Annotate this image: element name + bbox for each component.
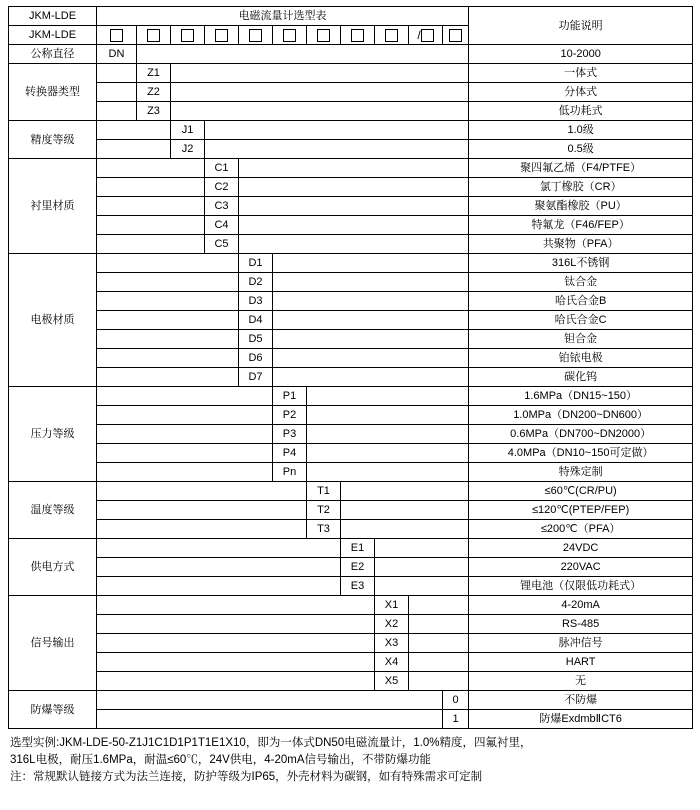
- spacer-cell: [307, 406, 469, 425]
- note-example-line1: 选型实例:JKM-LDE-50-Z1J1C1D1P1T1E1X10，即为一体式DN50电磁流量计，1.0%精度，四氟衬里，: [10, 737, 532, 749]
- code-x5: X5: [375, 672, 409, 691]
- row-label-explosion-proof: 防爆等级: [9, 691, 97, 729]
- desc-p3: 0.6MPa（DN700~DN2000）: [469, 425, 693, 444]
- row-label-electrode-material: 电极材质: [9, 254, 97, 387]
- spacer-cell: [171, 102, 469, 121]
- code-d3: D3: [239, 292, 273, 311]
- box-cell-3[interactable]: [171, 26, 205, 45]
- spacer-cell: [375, 539, 469, 558]
- desc-d4: 哈氏合金C: [469, 311, 693, 330]
- spacer-cell: [97, 254, 239, 273]
- code-z3: Z3: [137, 102, 171, 121]
- spacer-cell: [97, 216, 205, 235]
- table-row: [9, 615, 693, 634]
- spacer-cell: [341, 482, 469, 501]
- desc-p2: 1.0MPa（DN200~DN600）: [469, 406, 693, 425]
- spacer-cell: [97, 159, 205, 178]
- desc-p1: 1.6MPa（DN15~150）: [469, 387, 693, 406]
- code-c4: C4: [205, 216, 239, 235]
- spacer-cell: [171, 83, 469, 102]
- desc-z1: 一体式: [469, 64, 693, 83]
- desc-x4: HART: [469, 653, 693, 672]
- spacer-cell: [273, 368, 469, 387]
- table-row: [9, 444, 693, 463]
- table-row: [9, 425, 693, 444]
- table-row: [9, 216, 693, 235]
- desc-c2: 氯丁橡胶（CR）: [469, 178, 693, 197]
- desc-j1: 1.0级: [469, 121, 693, 140]
- desc-d3: 哈氏合金B: [469, 292, 693, 311]
- spacer-cell: [137, 45, 469, 64]
- spacer-cell: [239, 216, 469, 235]
- spacer-cell: [97, 330, 239, 349]
- spacer-cell: [97, 672, 375, 691]
- table-row: [9, 178, 693, 197]
- code-c2: C2: [205, 178, 239, 197]
- checkbox-icon[interactable]: [147, 29, 160, 42]
- spacer-cell: [97, 558, 341, 577]
- code-t2: T2: [307, 501, 341, 520]
- row-label-power-supply: 供电方式: [9, 539, 97, 596]
- code-p3: P3: [273, 425, 307, 444]
- desc-x1: 4-20mA: [469, 596, 693, 615]
- desc-e2: 220VAC: [469, 558, 693, 577]
- table-title-cell: [97, 7, 469, 26]
- table-row: [9, 235, 693, 254]
- box-cell-4[interactable]: [205, 26, 239, 45]
- spacer-cell: [273, 311, 469, 330]
- desc-x3: 脉冲信号: [469, 634, 693, 653]
- checkbox-icon[interactable]: [317, 29, 330, 42]
- selection-table: [8, 6, 693, 729]
- spacer-cell: [97, 311, 239, 330]
- code-c1: C1: [205, 159, 239, 178]
- spacer-cell: [97, 349, 239, 368]
- spacer-cell: [273, 292, 469, 311]
- table-row: [9, 672, 693, 691]
- checkbox-icon[interactable]: [215, 29, 228, 42]
- table-row: [9, 64, 693, 83]
- table-row: [9, 653, 693, 672]
- desc-d6: 铂铱电极: [469, 349, 693, 368]
- code-x4: X4: [375, 653, 409, 672]
- spacer-cell: [97, 368, 239, 387]
- table-row: [9, 197, 693, 216]
- row-label-accuracy-class: 精度等级: [9, 121, 97, 159]
- desc-c3: 聚氨酯橡胶（PU）: [469, 197, 693, 216]
- table-row: [9, 83, 693, 102]
- table-row: [9, 710, 693, 729]
- spacer-cell: [171, 64, 469, 83]
- spacer-cell: [341, 520, 469, 539]
- desc-x5: 无: [469, 672, 693, 691]
- checkbox-icon[interactable]: [110, 29, 123, 42]
- spacer-cell: [97, 387, 273, 406]
- table-row: [9, 596, 693, 615]
- code-e3: E3: [341, 577, 375, 596]
- spacer-cell: [97, 634, 375, 653]
- spacer-cell: [273, 349, 469, 368]
- spacer-cell: [409, 634, 469, 653]
- code-c5: C5: [205, 235, 239, 254]
- notes-block: [8, 735, 692, 786]
- spacer-cell: [97, 425, 273, 444]
- code-t3: T3: [307, 520, 341, 539]
- desc-d1: 316L不锈钢: [469, 254, 693, 273]
- spacer-cell: [307, 444, 469, 463]
- desc-pn: 特殊定制: [469, 463, 693, 482]
- spacer-cell: [97, 121, 171, 140]
- desc-z3: 低功耗式: [469, 102, 693, 121]
- code-z1: Z1: [137, 64, 171, 83]
- row-label-nominal-diameter: 公称直径: [9, 45, 97, 64]
- spacer-cell: [97, 273, 239, 292]
- row-label-lining-material: 衬里材质: [9, 159, 97, 254]
- spacer-cell: [97, 292, 239, 311]
- spacer-cell: [273, 254, 469, 273]
- code-pn: Pn: [273, 463, 307, 482]
- checkbox-icon[interactable]: [449, 29, 462, 42]
- code-d4: D4: [239, 311, 273, 330]
- table-row: [9, 311, 693, 330]
- spacer-cell: [97, 577, 341, 596]
- table-row: [9, 387, 693, 406]
- table-row: [9, 45, 693, 64]
- desc-t3: ≤200℃（PFA）: [469, 520, 693, 539]
- code-p4: P4: [273, 444, 307, 463]
- desc-z2: 分体式: [469, 83, 693, 102]
- spacer-cell: [97, 520, 307, 539]
- box-cell-6[interactable]: [273, 26, 307, 45]
- checkbox-icon[interactable]: [385, 29, 398, 42]
- spacer-cell: [239, 235, 469, 254]
- table-row: [9, 254, 693, 273]
- code-e1: E1: [341, 539, 375, 558]
- code-x2: X2: [375, 615, 409, 634]
- box-cell-11[interactable]: [443, 26, 469, 45]
- desc-nominal-diameter: 10-2000: [469, 45, 693, 64]
- spacer-cell: [97, 463, 273, 482]
- spacer-cell: [239, 197, 469, 216]
- box-cell-10[interactable]: [409, 26, 443, 45]
- spacer-cell: [97, 615, 375, 634]
- code-dn: DN: [97, 45, 137, 64]
- code-c3: C3: [205, 197, 239, 216]
- spacer-cell: [307, 387, 469, 406]
- spacer-cell: [97, 444, 273, 463]
- spacer-cell: [409, 615, 469, 634]
- desc-j2: 0.5级: [469, 140, 693, 159]
- code-e2: E2: [341, 558, 375, 577]
- desc-d7: 碳化钨: [469, 368, 693, 387]
- spacer-cell: [97, 140, 171, 159]
- code-j2: J2: [171, 140, 205, 159]
- desc-p4: 4.0MPa（DN10~150可定做）: [469, 444, 693, 463]
- spacer-cell: [205, 140, 469, 159]
- note-example-line2: 316L电极，耐压1.6MPa，耐温≤60℃，24V供电，4-20mA信号输出，不带防爆功能: [10, 754, 432, 766]
- spacer-cell: [375, 558, 469, 577]
- spacer-cell: [97, 235, 205, 254]
- spacer-cell: [409, 672, 469, 691]
- box-cell-9[interactable]: [375, 26, 409, 45]
- spacer-cell: [307, 463, 469, 482]
- spacer-cell: [97, 501, 307, 520]
- code-j1: J1: [171, 121, 205, 140]
- row-label-pressure-class: 压力等级: [9, 387, 97, 482]
- table-row: [9, 273, 693, 292]
- table-row: [9, 691, 693, 710]
- spacer-cell: [97, 64, 137, 83]
- note-remark: 注：常规默认链接方式为法兰连接，防护等级为IP65，外壳材料为碳钢，如有特殊需求可定制: [10, 771, 483, 783]
- spacer-cell: [97, 691, 443, 710]
- desc-e1: 24VDC: [469, 539, 693, 558]
- checkbox-icon[interactable]: [249, 29, 262, 42]
- table-row: [9, 349, 693, 368]
- desc-x2: RS-485: [469, 615, 693, 634]
- table-row: [9, 501, 693, 520]
- code-p2: P2: [273, 406, 307, 425]
- table-row: [9, 577, 693, 596]
- spacer-cell: [341, 501, 469, 520]
- spacer-cell: [97, 83, 137, 102]
- spacer-cell: [239, 178, 469, 197]
- table-row: [9, 292, 693, 311]
- code-d1: D1: [239, 254, 273, 273]
- desc-d2: 钛合金: [469, 273, 693, 292]
- spacer-cell: [307, 425, 469, 444]
- desc-ex0: 不防爆: [469, 691, 693, 710]
- desc-c1: 聚四氟乙烯（F4/PTFE）: [469, 159, 693, 178]
- table-header-row: [9, 7, 693, 26]
- table-row: [9, 159, 693, 178]
- table-row: [9, 140, 693, 159]
- table-row: [9, 102, 693, 121]
- spacer-cell: [97, 102, 137, 121]
- spacer-cell: [273, 330, 469, 349]
- spacer-cell: [409, 653, 469, 672]
- box-cell-8[interactable]: [341, 26, 375, 45]
- box-cell-5[interactable]: [239, 26, 273, 45]
- spacer-cell: [97, 482, 307, 501]
- row-label-signal-output: 信号输出: [9, 596, 97, 691]
- table-row: [9, 520, 693, 539]
- code-x1: X1: [375, 596, 409, 615]
- desc-t2: ≤120℃(PTEP/FEP): [469, 501, 693, 520]
- table-row: [9, 482, 693, 501]
- spacer-cell: [97, 197, 205, 216]
- code-ex1: 1: [443, 710, 469, 729]
- checkbox-icon[interactable]: [421, 29, 434, 42]
- table-row: [9, 539, 693, 558]
- table-row: [9, 463, 693, 482]
- desc-d5: 钽合金: [469, 330, 693, 349]
- model-prefix-label: JKM-LDE: [9, 26, 97, 45]
- spacer-cell: [375, 577, 469, 596]
- spacer-cell: [97, 178, 205, 197]
- spacer-cell: [97, 539, 341, 558]
- spacer-cell: [205, 121, 469, 140]
- desc-e3: 锂电池（仅限低功耗式）: [469, 577, 693, 596]
- code-d7: D7: [239, 368, 273, 387]
- table-row: [9, 121, 693, 140]
- table-row: [9, 558, 693, 577]
- spacer-cell: [239, 159, 469, 178]
- code-d2: D2: [239, 273, 273, 292]
- spacer-cell: [409, 596, 469, 615]
- spacer-cell: [97, 710, 443, 729]
- model-prefix-cell: JKM-LDE: [9, 7, 97, 26]
- code-p1: P1: [273, 387, 307, 406]
- code-d6: D6: [239, 349, 273, 368]
- spacer-cell: [273, 273, 469, 292]
- code-x3: X3: [375, 634, 409, 653]
- table-row: [9, 634, 693, 653]
- desc-t1: ≤60℃(CR/PU): [469, 482, 693, 501]
- table-row: [9, 368, 693, 387]
- code-d5: D5: [239, 330, 273, 349]
- row-label-temperature-class: 温度等级: [9, 482, 97, 539]
- desc-c4: 特氟龙（F46/FEP）: [469, 216, 693, 235]
- box-cell-7[interactable]: [307, 26, 341, 45]
- box-cell-1[interactable]: [97, 26, 137, 45]
- spacer-cell: [97, 653, 375, 672]
- function-header-cell: 功能说明: [469, 7, 693, 45]
- desc-ex1: 防爆ExdmbⅡCT6: [469, 710, 693, 729]
- desc-c5: 共聚物（PFA）: [469, 235, 693, 254]
- checkbox-icon[interactable]: [181, 29, 194, 42]
- table-title: 电磁流量计选型表: [238, 10, 327, 22]
- spacer-cell: [97, 596, 375, 615]
- spacer-cell: [97, 406, 273, 425]
- row-label-converter-type: 转换器类型: [9, 64, 97, 121]
- checkbox-icon[interactable]: [283, 29, 296, 42]
- table-row: [9, 406, 693, 425]
- table-row: [9, 330, 693, 349]
- checkbox-icon[interactable]: [351, 29, 364, 42]
- code-t1: T1: [307, 482, 341, 501]
- code-z2: Z2: [137, 83, 171, 102]
- code-ex0: 0: [443, 691, 469, 710]
- box-cell-2[interactable]: [137, 26, 171, 45]
- slash-separator: /: [417, 28, 421, 43]
